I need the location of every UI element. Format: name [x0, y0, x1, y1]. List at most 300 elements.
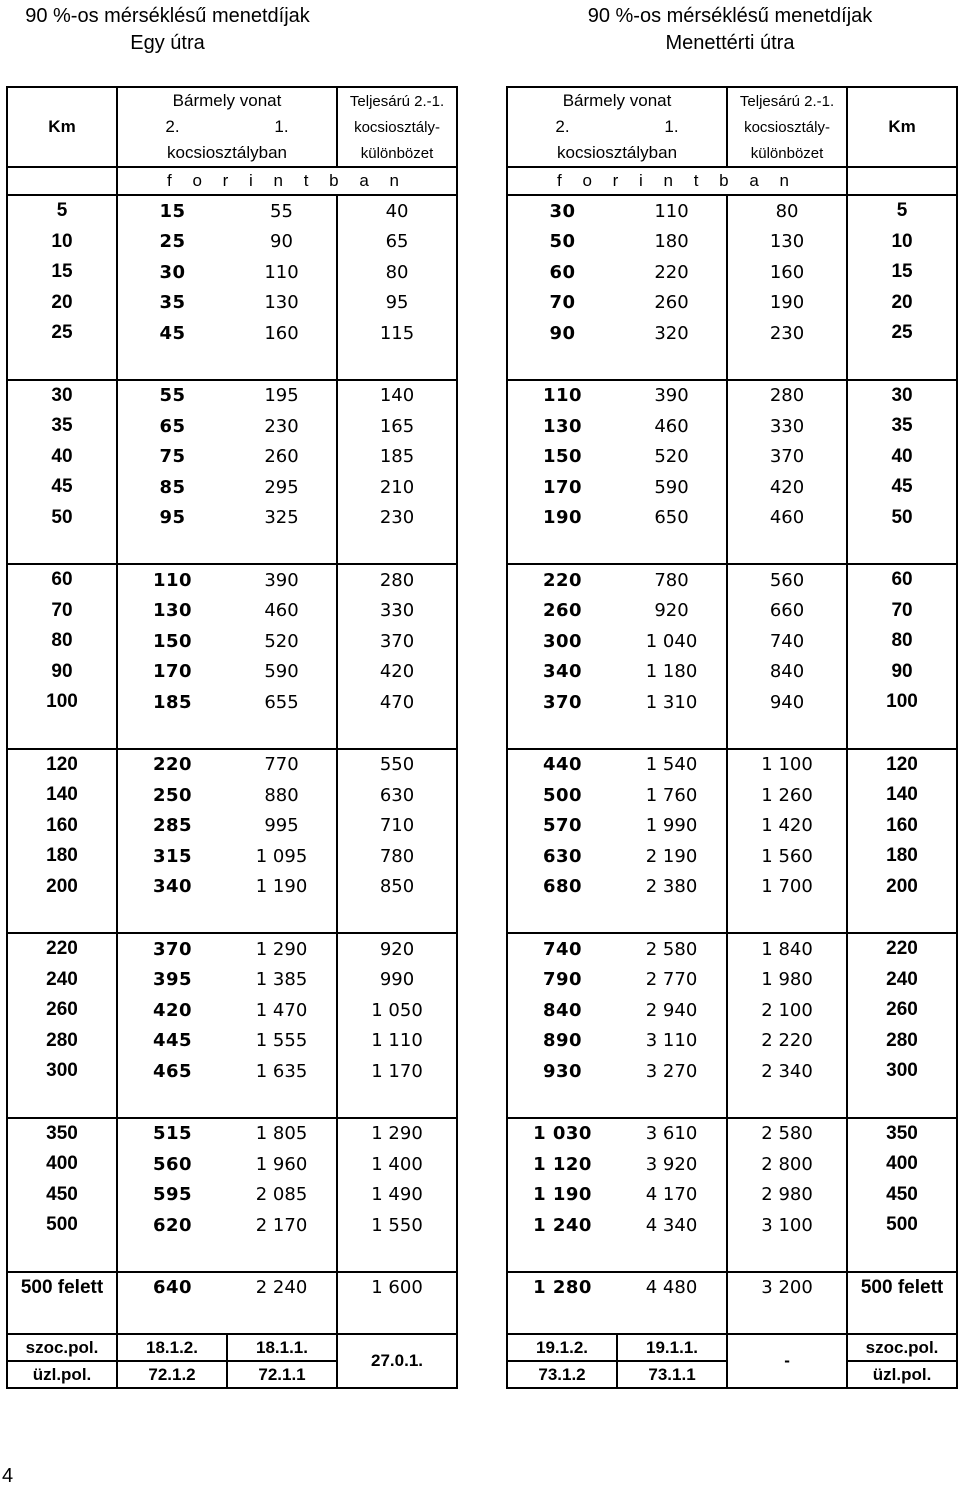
diff-return-cell: 420: [727, 472, 847, 503]
class1-return-cell: 220: [654, 261, 689, 283]
diff-one-way-cell: 210: [337, 472, 457, 503]
diff-return-cell: 190: [727, 288, 847, 319]
km-right-cell: 180: [847, 841, 957, 872]
class1-one-way-cell: 1 095: [255, 845, 308, 867]
class2-return-cell: 1 030: [507, 1118, 617, 1150]
class2-return-cell: 190: [507, 503, 617, 534]
km-right-cell: 90: [847, 657, 957, 688]
class2-return-cell: 1 240: [507, 1210, 617, 1241]
class2-one-way-cell: 45: [117, 318, 227, 349]
km-left-cell: 25: [7, 318, 117, 349]
forint-header-right: f o r i n t b a n: [507, 167, 847, 195]
footer-row-1: [7, 1334, 957, 1361]
class2-one-way-cell: 315: [117, 841, 227, 872]
diff-one-way-cell: 1 400: [337, 1149, 457, 1180]
diff-return-cell: 280: [727, 380, 847, 412]
km-right-cell: 100: [847, 687, 957, 718]
table-row: [7, 933, 957, 965]
km-header-left: Km: [7, 87, 117, 167]
class2-one-way-cell: 130: [117, 596, 227, 627]
class-diff-2-header-left: különbözet: [337, 140, 457, 167]
class1-return-cell: 1 540: [617, 749, 727, 781]
class1-one-way-cell: 90: [270, 231, 293, 253]
footer-label-left: szoc.pol.: [7, 1334, 117, 1361]
class2-return-cell: 170: [507, 472, 617, 503]
class2-one-way-cell: 340: [117, 872, 227, 903]
class1-return-cell: 2 580: [617, 933, 727, 965]
class2-return-cell: 50: [507, 227, 617, 258]
km-left-cell: 160: [7, 811, 117, 842]
diff-return-cell: 2 220: [727, 1026, 847, 1057]
header-row-1: [7, 87, 957, 114]
class1-one-way-cell: 2 170: [255, 1214, 308, 1236]
km-left-cell: 30: [7, 380, 117, 412]
diff-return-cell: 1 980: [727, 965, 847, 996]
diff-return-cell: 3 200: [727, 1272, 847, 1304]
class1-return-cell: 4 480: [617, 1272, 727, 1304]
km-right-cell: 200: [847, 872, 957, 903]
diff-return-cell: 940: [727, 687, 847, 718]
diff-return-cell: 840: [727, 657, 847, 688]
km-left-cell: 60: [7, 564, 117, 596]
diff-one-way-cell: 80: [337, 257, 457, 288]
footer-code: 72.1.1: [227, 1361, 337, 1388]
km-left-cell: 500: [7, 1210, 117, 1241]
class2-header-right: 2.: [507, 114, 617, 140]
km-right-cell: 70: [847, 596, 957, 627]
class1-return-cell: 1 180: [645, 661, 698, 683]
table-row: [7, 872, 957, 903]
class1-one-way-cell: 1 960: [255, 1153, 308, 1175]
table-row: [7, 1210, 957, 1241]
diff-return-cell: 370: [727, 442, 847, 473]
km-left-cell: 90: [7, 657, 117, 688]
km-left-cell: 280: [7, 1026, 117, 1057]
km-left-cell: 450: [7, 1180, 117, 1211]
km-left-cell: 40: [7, 442, 117, 473]
group-spacer: [7, 718, 957, 749]
km-right-cell: 60: [847, 564, 957, 596]
class2-one-way-cell: 220: [117, 749, 227, 781]
km-right-cell: 15: [847, 257, 957, 288]
class2-return-cell: 340: [507, 657, 617, 688]
diff-one-way-cell: 1 600: [337, 1272, 457, 1304]
class1-one-way-cell: 995: [264, 815, 299, 837]
diff-return-cell: 1 260: [727, 780, 847, 811]
table-row: [7, 749, 957, 781]
title-return: [500, 3, 960, 57]
km-left-cell: 400: [7, 1149, 117, 1180]
class-diff-header-left: kocsiosztály-: [337, 114, 457, 140]
class2-header-left: 2.: [117, 114, 227, 140]
diff-return-cell: 80: [727, 195, 847, 227]
class1-return-cell: 260: [654, 292, 689, 314]
group-spacer: [7, 1087, 957, 1118]
class2-one-way-cell: 35: [117, 288, 227, 319]
table-row: [7, 1180, 957, 1211]
km-right-cell: 80: [847, 626, 957, 657]
class2-one-way-cell: 420: [117, 995, 227, 1026]
class1-one-way-cell: 1 290: [227, 933, 337, 965]
table-row: [7, 195, 957, 227]
class1-one-way-cell: 55: [227, 195, 337, 227]
class2-one-way-cell: 640: [117, 1272, 227, 1304]
class1-one-way-cell: 230: [264, 415, 299, 437]
diff-return-cell: 230: [727, 318, 847, 349]
class2-return-cell: 930: [507, 1056, 617, 1087]
header-row-3: [7, 140, 957, 167]
class1-one-way-cell: 1 190: [255, 876, 308, 898]
diff-one-way-cell: 280: [337, 564, 457, 596]
class2-one-way-cell: 620: [117, 1210, 227, 1241]
footer-code: 18.1.1.: [227, 1334, 337, 1361]
diff-one-way-cell: 1 170: [337, 1056, 457, 1087]
class2-one-way-cell: 25: [117, 227, 227, 258]
footer-code: 19.1.2.: [507, 1334, 617, 1361]
class1-return-cell: 2 770: [645, 969, 698, 991]
km-left-cell: 45: [7, 472, 117, 503]
km-right-cell: 160: [847, 811, 957, 842]
class1-return-cell: 3 920: [645, 1153, 698, 1175]
diff-one-way-cell: 850: [337, 872, 457, 903]
diff-return-cell: 1 700: [727, 872, 847, 903]
diff-return-cell: 1 840: [727, 933, 847, 965]
class2-return-cell: 30: [507, 195, 617, 227]
class2-return-cell: 740: [507, 933, 617, 965]
class1-one-way-cell: 590: [264, 661, 299, 683]
table-row: [7, 1149, 957, 1180]
class-diff-2-header-right: különbözet: [727, 140, 847, 167]
group-spacer: [7, 902, 957, 933]
class2-one-way-cell: 515: [117, 1118, 227, 1150]
km-left-cell: 500 felett: [7, 1272, 117, 1304]
table-row: [7, 1026, 957, 1057]
diff-return-cell: 1 100: [727, 749, 847, 781]
class2-return-cell: 500: [507, 780, 617, 811]
diff-one-way-cell: 65: [337, 227, 457, 258]
class2-return-cell: 60: [507, 257, 617, 288]
km-right-cell: 220: [847, 933, 957, 965]
km-left-cell: 180: [7, 841, 117, 872]
table-row: [7, 811, 957, 842]
diff-return-cell: 2 980: [727, 1180, 847, 1211]
class2-return-cell: 570: [507, 811, 617, 842]
km-left-cell: 300: [7, 1056, 117, 1087]
class1-return-cell: 320: [654, 322, 689, 344]
km-right-cell: 35: [847, 411, 957, 442]
class2-one-way-cell: 445: [117, 1026, 227, 1057]
footer-code: 72.1.2: [117, 1361, 227, 1388]
class1-one-way-cell: 520: [264, 630, 299, 652]
class1-return-cell: 1 310: [645, 691, 698, 713]
diff-one-way-cell: 710: [337, 811, 457, 842]
km-right-cell: 240: [847, 965, 957, 996]
diff-one-way-cell: 1 290: [337, 1118, 457, 1150]
km-right-cell: 400: [847, 1149, 957, 1180]
class1-return-cell: 650: [654, 507, 689, 529]
class1-return-cell: 2 940: [645, 999, 698, 1021]
class2-one-way-cell: 150: [117, 626, 227, 657]
group-spacer: [7, 349, 957, 380]
group-spacer: [7, 1303, 957, 1334]
class2-return-cell: 260: [507, 596, 617, 627]
class1-return-cell: 4 170: [645, 1184, 698, 1206]
title-right-line1: 90 %-os mérséklésű menetdíjak: [587, 5, 873, 27]
footer-label-left: üzl.pol.: [7, 1361, 117, 1388]
table-row: [7, 411, 957, 442]
class1-one-way-cell: 295: [264, 476, 299, 498]
diff-one-way-cell: 330: [337, 596, 457, 627]
class1-one-way-cell: 880: [264, 784, 299, 806]
full-fare-header-left: Teljesárú 2.-1.: [337, 87, 457, 114]
diff-return-cell: 2 100: [727, 995, 847, 1026]
table-row: [7, 780, 957, 811]
km-left-cell: 200: [7, 872, 117, 903]
class1-header-right: 1.: [664, 117, 679, 136]
diff-return-cell: 560: [727, 564, 847, 596]
footer-code: 19.1.1.: [617, 1334, 727, 1361]
class1-one-way-cell: 770: [227, 749, 337, 781]
title-right-line2: Menettérti útra: [665, 32, 795, 54]
diff-one-way-cell: 630: [337, 780, 457, 811]
diff-one-way-cell: 230: [337, 503, 457, 534]
forint-header-left: f o r i n t b a n: [117, 167, 457, 195]
diff-one-way-cell: 550: [337, 749, 457, 781]
class2-return-cell: 300: [507, 626, 617, 657]
table-row: [7, 442, 957, 473]
class2-one-way-cell: 185: [117, 687, 227, 718]
class2-one-way-cell: 65: [117, 411, 227, 442]
km-right-cell: 40: [847, 442, 957, 473]
table-row: [7, 596, 957, 627]
class2-return-cell: 1 280: [507, 1272, 617, 1304]
km-right-cell: 350: [847, 1118, 957, 1150]
km-right-cell: 260: [847, 995, 957, 1026]
title-left-line1: 90 %-os mérséklésű menetdíjak: [25, 5, 310, 27]
group-spacer: [7, 1241, 957, 1272]
diff-one-way-cell: 115: [337, 318, 457, 349]
table-row: [7, 503, 957, 534]
km-right-cell: 45: [847, 472, 957, 503]
table-row: [7, 1118, 957, 1150]
km-right-cell: 30: [847, 380, 957, 412]
diff-one-way-cell: 370: [337, 626, 457, 657]
in-class-header-left: kocsiosztályban: [117, 140, 337, 167]
table-row: [7, 318, 957, 349]
km-right-cell: 20: [847, 288, 957, 319]
km-left-cell: 350: [7, 1118, 117, 1150]
class2-one-way-cell: 250: [117, 780, 227, 811]
class1-return-cell: 110: [617, 195, 727, 227]
class1-one-way-cell: 655: [264, 691, 299, 713]
km-right-cell: 500: [847, 1210, 957, 1241]
diff-return-cell: 3 100: [727, 1210, 847, 1241]
header-row-4: [7, 167, 957, 195]
km-right-cell: 50: [847, 503, 957, 534]
class1-return-cell: 1 760: [645, 784, 698, 806]
class1-header-left: 1.: [274, 117, 289, 136]
group-spacer: [7, 533, 957, 564]
class2-return-cell: 840: [507, 995, 617, 1026]
class1-one-way-cell: 1 470: [255, 999, 308, 1021]
class1-return-cell: 3 610: [617, 1118, 727, 1150]
class1-return-cell: 590: [654, 476, 689, 498]
any-train-header-left: Bármely vonat: [117, 87, 337, 114]
class1-one-way-cell: 460: [264, 600, 299, 622]
class1-return-cell: 1 040: [645, 630, 698, 652]
class1-one-way-cell: 2 240: [227, 1272, 337, 1304]
class1-return-cell: 460: [654, 415, 689, 437]
diff-return-cell: 2 580: [727, 1118, 847, 1150]
class1-return-cell: 2 380: [645, 876, 698, 898]
table-row: [7, 687, 957, 718]
class1-return-cell: 3 270: [645, 1060, 698, 1082]
any-train-header-right: Bármely vonat: [507, 87, 727, 114]
class1-one-way-cell: 130: [264, 292, 299, 314]
km-left-cell: 5: [7, 195, 117, 227]
table-row: [7, 288, 957, 319]
diff-return-cell: 2 340: [727, 1056, 847, 1087]
class2-one-way-cell: 285: [117, 811, 227, 842]
class2-return-cell: 890: [507, 1026, 617, 1057]
diff-one-way-cell: 140: [337, 380, 457, 412]
class1-one-way-cell: 325: [264, 507, 299, 529]
footer-code: 18.1.2.: [117, 1334, 227, 1361]
class2-one-way-cell: 30: [117, 257, 227, 288]
title-left-line2: Egy útra: [130, 32, 205, 54]
class2-return-cell: 370: [507, 687, 617, 718]
diff-one-way-cell: 990: [337, 965, 457, 996]
class1-return-cell: 180: [654, 231, 689, 253]
class1-one-way-cell: 260: [264, 446, 299, 468]
class2-one-way-cell: 85: [117, 472, 227, 503]
fare-table: [6, 86, 958, 1389]
class2-return-cell: 1 190: [507, 1180, 617, 1211]
class2-one-way-cell: 560: [117, 1149, 227, 1180]
km-left-cell: 70: [7, 596, 117, 627]
class2-one-way-cell: 15: [117, 195, 227, 227]
class1-return-cell: 920: [654, 600, 689, 622]
km-left-cell: 15: [7, 257, 117, 288]
class2-one-way-cell: 95: [117, 503, 227, 534]
km-left-cell: 20: [7, 288, 117, 319]
km-right-cell: 500 felett: [847, 1272, 957, 1304]
class2-one-way-cell: 370: [117, 933, 227, 965]
class1-one-way-cell: 2 085: [255, 1184, 308, 1206]
class1-return-cell: 4 340: [645, 1214, 698, 1236]
km-left-cell: 120: [7, 749, 117, 781]
class2-one-way-cell: 395: [117, 965, 227, 996]
diff-return-cell: 740: [727, 626, 847, 657]
km-right-cell: 300: [847, 1056, 957, 1087]
class1-one-way-cell: 1 555: [255, 1030, 308, 1052]
km-left-cell: 50: [7, 503, 117, 534]
class2-return-cell: 130: [507, 411, 617, 442]
diff-one-way-cell: 920: [337, 933, 457, 965]
full-fare-header-right: Teljesárú 2.-1.: [727, 87, 847, 114]
km-left-cell: 240: [7, 965, 117, 996]
class2-return-cell: 110: [507, 380, 617, 412]
km-right-cell: 450: [847, 1180, 957, 1211]
table-row: [7, 380, 957, 412]
class1-return-cell: 2 190: [645, 845, 698, 867]
class2-one-way-cell: 595: [117, 1180, 227, 1211]
class2-one-way-cell: 55: [117, 380, 227, 412]
table-row: [7, 257, 957, 288]
diff-one-way-cell: 1 490: [337, 1180, 457, 1211]
class2-one-way-cell: 170: [117, 657, 227, 688]
page-number: 4: [2, 1465, 14, 1487]
class2-return-cell: 630: [507, 841, 617, 872]
km-left-cell: 140: [7, 780, 117, 811]
diff-one-way-cell: 1 550: [337, 1210, 457, 1241]
class2-return-cell: 70: [507, 288, 617, 319]
class1-one-way-cell: 390: [227, 564, 337, 596]
class2-return-cell: 150: [507, 442, 617, 473]
table-row: [7, 995, 957, 1026]
diff-return-cell: 660: [727, 596, 847, 627]
km-right-cell: 25: [847, 318, 957, 349]
diff-return-cell: 130: [727, 227, 847, 258]
km-left-cell: 10: [7, 227, 117, 258]
class1-return-cell: 1 990: [645, 815, 698, 837]
diff-return-cell: 1 560: [727, 841, 847, 872]
table-row: [7, 564, 957, 596]
class2-return-cell: 790: [507, 965, 617, 996]
class2-one-way-cell: 110: [117, 564, 227, 596]
diff-one-way-cell: 95: [337, 288, 457, 319]
diff-one-way-cell: 420: [337, 657, 457, 688]
km-right-cell: 10: [847, 227, 957, 258]
footer-label-right: üzl.pol.: [847, 1361, 957, 1388]
km-header-right: Km: [847, 87, 957, 167]
class2-return-cell: 680: [507, 872, 617, 903]
km-right-cell: 120: [847, 749, 957, 781]
diff-return-cell: 160: [727, 257, 847, 288]
table-row: [7, 965, 957, 996]
class1-one-way-cell: 195: [227, 380, 337, 412]
table-row: [7, 1272, 957, 1304]
class2-one-way-cell: 465: [117, 1056, 227, 1087]
km-left-cell: 220: [7, 933, 117, 965]
table-row: [7, 227, 957, 258]
class2-return-cell: 1 120: [507, 1149, 617, 1180]
title-one-way: [0, 3, 335, 57]
km-right-cell: 140: [847, 780, 957, 811]
in-class-header-right: kocsiosztályban: [507, 140, 727, 167]
diff-return-cell: 330: [727, 411, 847, 442]
km-right-cell: 280: [847, 1026, 957, 1057]
footer-merged-right: -: [727, 1334, 847, 1388]
class1-one-way-cell: 1 635: [255, 1060, 308, 1082]
class-diff-header-right: kocsiosztály-: [727, 114, 847, 140]
class1-one-way-cell: 1 385: [255, 969, 308, 991]
diff-one-way-cell: 1 050: [337, 995, 457, 1026]
class2-return-cell: 440: [507, 749, 617, 781]
table-row: [7, 1056, 957, 1087]
class1-return-cell: 520: [654, 446, 689, 468]
footer-code: 73.1.1: [617, 1361, 727, 1388]
header-row-2: [7, 114, 957, 140]
diff-return-cell: 460: [727, 503, 847, 534]
class1-one-way-cell: 1 805: [227, 1118, 337, 1150]
table-row: [7, 472, 957, 503]
diff-one-way-cell: 40: [337, 195, 457, 227]
footer-merged-left: 27.0.1.: [337, 1334, 457, 1388]
km-right-cell: 5: [847, 195, 957, 227]
diff-one-way-cell: 470: [337, 687, 457, 718]
class2-return-cell: 220: [507, 564, 617, 596]
